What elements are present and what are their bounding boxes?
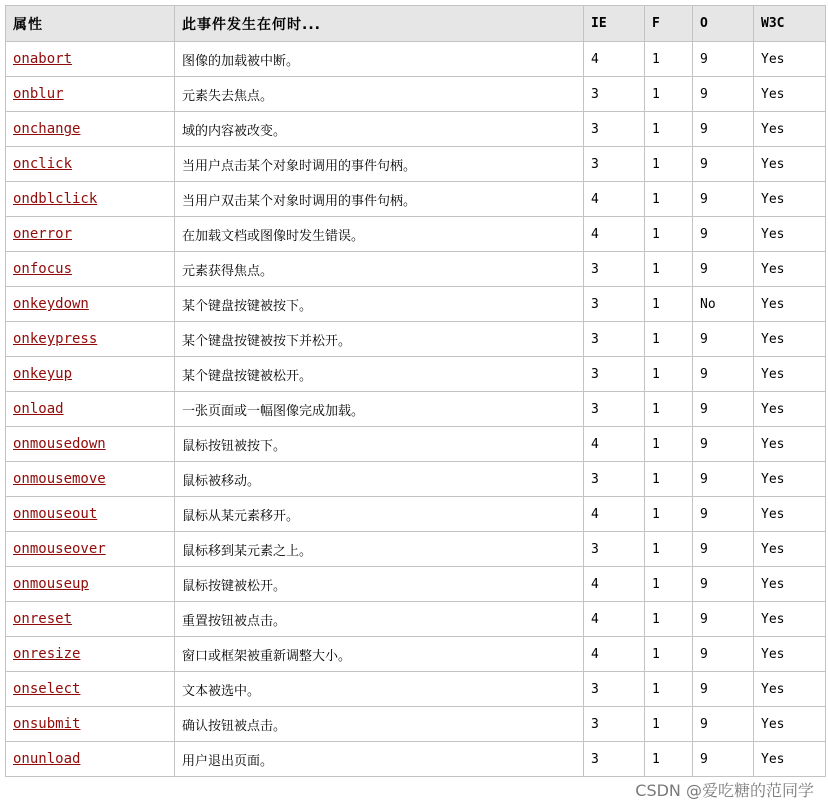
firefox-version-cell: 1 bbox=[645, 357, 693, 392]
table-row bbox=[6, 147, 826, 182]
w3c-support-cell: Yes bbox=[754, 462, 826, 497]
firefox-version-cell: 1 bbox=[645, 532, 693, 567]
attribute-link[interactable]: onblur bbox=[13, 86, 64, 102]
table-row bbox=[6, 427, 826, 462]
description-cell: 鼠标按钮被按下。 bbox=[175, 427, 584, 462]
csdn-watermark: CSDN @爱吃糖的范同学 bbox=[635, 781, 814, 800]
w3c-support-cell: Yes bbox=[754, 392, 826, 427]
w3c-support-cell: Yes bbox=[754, 427, 826, 462]
header-description: 此事件发生在何时... bbox=[175, 6, 584, 42]
table-row bbox=[6, 532, 826, 567]
attribute-link[interactable]: onreset bbox=[13, 611, 73, 627]
attribute-link[interactable]: onselect bbox=[13, 681, 81, 697]
ie-version-cell: 4 bbox=[584, 567, 645, 602]
opera-version-cell: 9 bbox=[693, 252, 754, 287]
opera-version-cell: 9 bbox=[693, 217, 754, 252]
attribute-link[interactable]: onkeyup bbox=[13, 366, 73, 382]
attribute-cell bbox=[6, 532, 175, 567]
attribute-link[interactable]: onunload bbox=[13, 751, 81, 767]
w3c-support-cell: Yes bbox=[754, 497, 826, 532]
description-cell: 在加载文档或图像时发生错误。 bbox=[175, 217, 584, 252]
firefox-version-cell: 1 bbox=[645, 742, 693, 777]
attribute-link[interactable]: onload bbox=[13, 401, 64, 417]
w3c-support-cell: Yes bbox=[754, 252, 826, 287]
table-row bbox=[6, 217, 826, 252]
attribute-cell bbox=[6, 742, 175, 777]
w3c-support-cell: Yes bbox=[754, 602, 826, 637]
description-cell: 鼠标按键被松开。 bbox=[175, 567, 584, 602]
attribute-link[interactable]: onkeydown bbox=[13, 296, 89, 312]
opera-version-cell: 9 bbox=[693, 357, 754, 392]
attribute-link[interactable]: onchange bbox=[13, 121, 81, 137]
opera-version-cell: 9 bbox=[693, 567, 754, 602]
w3c-support-cell: Yes bbox=[754, 532, 826, 567]
attribute-link[interactable]: onfocus bbox=[13, 261, 73, 277]
attribute-cell bbox=[6, 182, 175, 217]
ie-version-cell: 3 bbox=[584, 252, 645, 287]
ie-version-cell: 3 bbox=[584, 532, 645, 567]
firefox-version-cell: 1 bbox=[645, 112, 693, 147]
ie-version-cell: 4 bbox=[584, 637, 645, 672]
table-row bbox=[6, 252, 826, 287]
table-row bbox=[6, 567, 826, 602]
opera-version-cell: 9 bbox=[693, 392, 754, 427]
description-cell: 文本被选中。 bbox=[175, 672, 584, 707]
attribute-cell bbox=[6, 252, 175, 287]
table-row bbox=[6, 392, 826, 427]
w3c-support-cell: Yes bbox=[754, 42, 826, 77]
header-w3c: W3C bbox=[754, 6, 826, 42]
firefox-version-cell: 1 bbox=[645, 462, 693, 497]
header-ie: IE bbox=[584, 6, 645, 42]
opera-version-cell: 9 bbox=[693, 147, 754, 182]
description-cell: 用户退出页面。 bbox=[175, 742, 584, 777]
event-attributes-table bbox=[5, 5, 826, 777]
firefox-version-cell: 1 bbox=[645, 217, 693, 252]
description-cell: 鼠标被移动。 bbox=[175, 462, 584, 497]
ie-version-cell: 3 bbox=[584, 77, 645, 112]
w3c-support-cell: Yes bbox=[754, 112, 826, 147]
ie-version-cell: 3 bbox=[584, 287, 645, 322]
firefox-version-cell: 1 bbox=[645, 42, 693, 77]
description-cell: 某个键盘按键被按下并松开。 bbox=[175, 322, 584, 357]
table-row bbox=[6, 462, 826, 497]
attribute-cell bbox=[6, 42, 175, 77]
ie-version-cell: 3 bbox=[584, 462, 645, 497]
table-row bbox=[6, 77, 826, 112]
attribute-cell bbox=[6, 497, 175, 532]
attribute-link[interactable]: onclick bbox=[13, 156, 73, 172]
attribute-link[interactable]: onmousedown bbox=[13, 436, 106, 452]
attribute-cell bbox=[6, 77, 175, 112]
table-row bbox=[6, 112, 826, 147]
attribute-cell bbox=[6, 707, 175, 742]
opera-version-cell: 9 bbox=[693, 532, 754, 567]
opera-version-cell: 9 bbox=[693, 77, 754, 112]
attribute-link[interactable]: onkeypress bbox=[13, 331, 98, 347]
opera-version-cell: 9 bbox=[693, 112, 754, 147]
w3c-support-cell: Yes bbox=[754, 707, 826, 742]
ie-version-cell: 4 bbox=[584, 602, 645, 637]
ie-version-cell: 3 bbox=[584, 322, 645, 357]
w3c-support-cell: Yes bbox=[754, 182, 826, 217]
firefox-version-cell: 1 bbox=[645, 672, 693, 707]
w3c-support-cell: Yes bbox=[754, 217, 826, 252]
w3c-support-cell: Yes bbox=[754, 637, 826, 672]
description-cell: 一张页面或一幅图像完成加载。 bbox=[175, 392, 584, 427]
table-row bbox=[6, 497, 826, 532]
description-cell: 元素获得焦点。 bbox=[175, 252, 584, 287]
firefox-version-cell: 1 bbox=[645, 427, 693, 462]
attribute-cell bbox=[6, 287, 175, 322]
ie-version-cell: 4 bbox=[584, 182, 645, 217]
description-cell: 鼠标从某元素移开。 bbox=[175, 497, 584, 532]
description-cell: 图像的加载被中断。 bbox=[175, 42, 584, 77]
table-row bbox=[6, 602, 826, 637]
w3c-support-cell: Yes bbox=[754, 672, 826, 707]
ie-version-cell: 4 bbox=[584, 42, 645, 77]
opera-version-cell: 9 bbox=[693, 672, 754, 707]
description-cell: 元素失去焦点。 bbox=[175, 77, 584, 112]
description-cell: 某个键盘按键被松开。 bbox=[175, 357, 584, 392]
ie-version-cell: 4 bbox=[584, 217, 645, 252]
ie-version-cell: 4 bbox=[584, 497, 645, 532]
ie-version-cell: 3 bbox=[584, 742, 645, 777]
attribute-cell bbox=[6, 567, 175, 602]
attribute-cell bbox=[6, 112, 175, 147]
w3c-support-cell: Yes bbox=[754, 357, 826, 392]
attribute-cell bbox=[6, 392, 175, 427]
opera-version-cell: 9 bbox=[693, 42, 754, 77]
firefox-version-cell: 1 bbox=[645, 497, 693, 532]
firefox-version-cell: 1 bbox=[645, 392, 693, 427]
opera-version-cell: 9 bbox=[693, 497, 754, 532]
opera-version-cell: 9 bbox=[693, 707, 754, 742]
attribute-link[interactable]: onmousemove bbox=[13, 471, 106, 487]
table-row bbox=[6, 42, 826, 77]
attribute-cell bbox=[6, 462, 175, 497]
description-cell: 域的内容被改变。 bbox=[175, 112, 584, 147]
attribute-link[interactable]: onerror bbox=[13, 226, 73, 242]
header-opera: O bbox=[693, 6, 754, 42]
attribute-link[interactable]: onresize bbox=[13, 646, 81, 662]
attribute-cell bbox=[6, 357, 175, 392]
w3c-support-cell: Yes bbox=[754, 322, 826, 357]
firefox-version-cell: 1 bbox=[645, 322, 693, 357]
firefox-version-cell: 1 bbox=[645, 182, 693, 217]
attribute-link[interactable]: ondblclick bbox=[13, 191, 98, 207]
opera-version-cell: 9 bbox=[693, 322, 754, 357]
description-cell: 某个键盘按键被按下。 bbox=[175, 287, 584, 322]
firefox-version-cell: 1 bbox=[645, 567, 693, 602]
w3c-support-cell: Yes bbox=[754, 147, 826, 182]
ie-version-cell: 3 bbox=[584, 672, 645, 707]
ie-version-cell: 3 bbox=[584, 357, 645, 392]
description-cell: 鼠标移到某元素之上。 bbox=[175, 532, 584, 567]
table-row bbox=[6, 357, 826, 392]
ie-version-cell: 4 bbox=[584, 427, 645, 462]
description-cell: 确认按钮被点击。 bbox=[175, 707, 584, 742]
firefox-version-cell: 1 bbox=[645, 252, 693, 287]
attribute-link[interactable]: onabort bbox=[13, 51, 73, 67]
w3c-support-cell: Yes bbox=[754, 567, 826, 602]
description-cell: 当用户双击某个对象时调用的事件句柄。 bbox=[175, 182, 584, 217]
attribute-cell bbox=[6, 637, 175, 672]
table-row bbox=[6, 182, 826, 217]
attribute-link[interactable]: onmouseup bbox=[13, 576, 89, 592]
attribute-cell bbox=[6, 147, 175, 182]
table-row bbox=[6, 707, 826, 742]
table-row bbox=[6, 637, 826, 672]
description-cell: 当用户点击某个对象时调用的事件句柄。 bbox=[175, 147, 584, 182]
opera-version-cell: 9 bbox=[693, 462, 754, 497]
ie-version-cell: 3 bbox=[584, 392, 645, 427]
opera-version-cell: No bbox=[693, 287, 754, 322]
attribute-link[interactable]: onsubmit bbox=[13, 716, 81, 732]
firefox-version-cell: 1 bbox=[645, 637, 693, 672]
opera-version-cell: 9 bbox=[693, 637, 754, 672]
header-attribute: 属性 bbox=[6, 6, 175, 42]
attribute-cell bbox=[6, 672, 175, 707]
table-row bbox=[6, 287, 826, 322]
opera-version-cell: 9 bbox=[693, 742, 754, 777]
opera-version-cell: 9 bbox=[693, 427, 754, 462]
table-header-row bbox=[6, 6, 826, 42]
table-row bbox=[6, 742, 826, 777]
table-row bbox=[6, 322, 826, 357]
w3c-support-cell: Yes bbox=[754, 287, 826, 322]
attribute-cell bbox=[6, 427, 175, 462]
ie-version-cell: 3 bbox=[584, 707, 645, 742]
description-cell: 窗口或框架被重新调整大小。 bbox=[175, 637, 584, 672]
w3c-support-cell: Yes bbox=[754, 77, 826, 112]
attribute-cell bbox=[6, 602, 175, 637]
firefox-version-cell: 1 bbox=[645, 707, 693, 742]
opera-version-cell: 9 bbox=[693, 182, 754, 217]
table-row bbox=[6, 672, 826, 707]
attribute-cell bbox=[6, 322, 175, 357]
firefox-version-cell: 1 bbox=[645, 602, 693, 637]
header-firefox: F bbox=[645, 6, 693, 42]
ie-version-cell: 3 bbox=[584, 112, 645, 147]
attribute-link[interactable]: onmouseout bbox=[13, 506, 98, 522]
description-cell: 重置按钮被点击。 bbox=[175, 602, 584, 637]
ie-version-cell: 3 bbox=[584, 147, 645, 182]
firefox-version-cell: 1 bbox=[645, 147, 693, 182]
attribute-cell bbox=[6, 217, 175, 252]
w3c-support-cell: Yes bbox=[754, 742, 826, 777]
firefox-version-cell: 1 bbox=[645, 287, 693, 322]
firefox-version-cell: 1 bbox=[645, 77, 693, 112]
opera-version-cell: 9 bbox=[693, 602, 754, 637]
attribute-link[interactable]: onmouseover bbox=[13, 541, 106, 557]
